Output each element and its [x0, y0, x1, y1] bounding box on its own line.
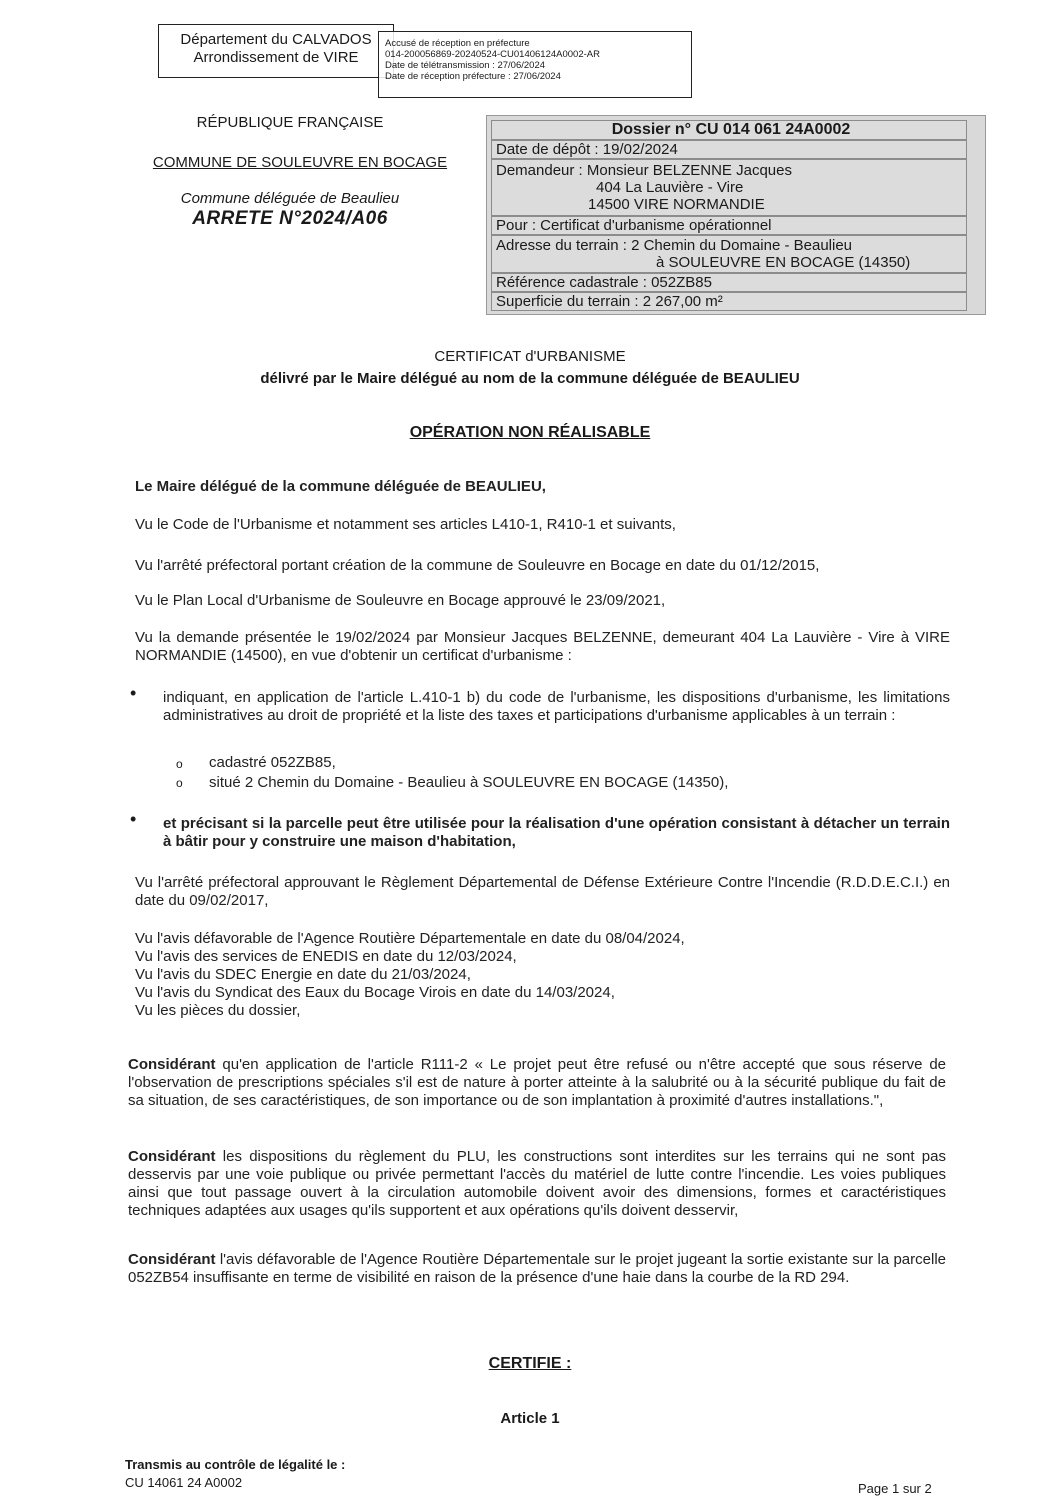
vu-line: Vu l'avis du Syndicat des Eaux du Bocage Virois en date du 14/03/2024, [135, 984, 615, 1001]
certificat-subtitle: délivré par le Maire délégué au nom de la commune déléguée de BEAULIEU [260, 370, 800, 387]
considerant-text: qu'en application de l'article R111-2 « Le projet peut être refusé ou n'être accepté que sous réserve de l'observation de prescriptions spéciales s'il est de nature à porter atteinte à la salubrité ou à la sécurité publique du fait de sa situation, de ses caractéristiques, de son importance ou de son implantation à proximité d'autres installations.", [128, 1056, 946, 1109]
demandeur-address-line: 404 La Lauvière - Vire [596, 179, 744, 196]
department-box [158, 24, 394, 78]
certificat-title: CERTIFICAT d'URBANISME [434, 348, 626, 365]
vu-line: Vu l'arrêté préfectoral portant création de la commune de Souleuvre en Bocage en date du 01/12/2015, [135, 557, 820, 574]
considerant-label: Considérant [128, 1056, 216, 1073]
page-number: Page 1 sur 2 [858, 1481, 932, 1496]
date-depot: Date de dépôt : 19/02/2024 [491, 140, 967, 159]
sub-bullet-text: situé 2 Chemin du Domaine - Beaulieu à SOULEUVRE EN BOCAGE (14350), [209, 774, 729, 791]
stamp-line: 014-200056869-20240524-CU01406124A0002-AR [385, 49, 600, 60]
considerant-label: Considérant [128, 1251, 216, 1268]
prefecture-receipt-stamp [378, 31, 692, 98]
republique-heading: RÉPUBLIQUE FRANÇAISE [196, 114, 384, 131]
footer-reference: CU 14061 24 A0002 [125, 1475, 243, 1490]
intro-line: Le Maire délégué de la commune déléguée de BEAULIEU, [135, 478, 546, 495]
demandeur-name: Demandeur : Monsieur BELZENNE Jacques [496, 162, 792, 179]
sub-bullet-text: cadastré 052ZB85, [209, 754, 336, 771]
vu-line: Vu l'avis défavorable de l'Agence Routière Départementale en date du 08/04/2024, [135, 930, 685, 947]
commune-deleguee: Commune déléguée de Beaulieu [180, 190, 400, 207]
arrete-number: ARRETE N°2024/A06 [192, 208, 388, 229]
considerant-label: Considérant [128, 1148, 216, 1165]
vu-line: Vu les pièces du dossier, [135, 1002, 301, 1019]
operation-status: OPÉRATION NON RÉALISABLE [409, 424, 651, 441]
superficie: Superficie du terrain : 2 267,00 m² [491, 292, 967, 311]
sub-bullet-icon: o [176, 776, 183, 790]
considerant-paragraph [128, 1056, 946, 1110]
vu-line: Vu le Code de l'Urbanisme et notamment ses articles L410-1, R410-1 et suivants, [135, 516, 676, 533]
vu-line: Vu l'avis des services de ENEDIS en date du 12/03/2024, [135, 948, 517, 965]
stamp-line: Date de réception préfecture : 27/06/2024 [385, 71, 561, 82]
stamp-line: Accusé de réception en préfecture [385, 38, 530, 49]
considerant-text: les dispositions du règlement du PLU, les constructions sont interdites sur les terrains qui ne sont pas desservis par une voie publique ou privée permettant l'accès du matériel de lutte contre l'incendie. Les voies publiques ainsi que tout passage ouvert à la circulation automobile doivent avoir des dimensions, formes et caractéristiques techniques adaptées aux usages qu'ils supportent et aux opérations qu'ils doivent desservir, [128, 1148, 946, 1219]
adresse-line: à SOULEUVRE EN BOCAGE (14350) [656, 254, 911, 271]
commune-heading: COMMUNE DE SOULEUVRE EN BOCAGE [152, 154, 448, 171]
stamp-line: Date de télétransmission : 27/06/2024 [385, 60, 546, 71]
adresse-line: Adresse du terrain : 2 Chemin du Domaine - Beaulieu [496, 237, 853, 254]
demandeur-address-line: 14500 VIRE NORMANDIE [588, 196, 765, 213]
bullet-text: indiquant, en application de l'article L.410-1 b) du code de l'urbanisme, les dispositions d'urbanisme, les limitations administratives au droit de propriété et la liste des taxes et participations d'urbanisme applicables à un terrain : [163, 689, 950, 724]
reference-cadastrale: Référence cadastrale : 052ZB85 [491, 273, 967, 292]
demandeur-block [491, 159, 967, 216]
considerant-text: l'avis défavorable de l'Agence Routière Départementale sur le projet jugeant la sortie existante sur la parcelle 052ZB54 insuffisante en terme de visibilité en raison de la présence d'une haie dans la courbe de la RD 294. [128, 1251, 946, 1286]
dossier-info-box [486, 115, 986, 315]
bullet-text: et précisant si la parcelle peut être utilisée pour la réalisation d'une opération consistant à détacher un terrain à bâtir pour y construire une maison d'habitation, [163, 815, 950, 850]
article-heading: Article 1 [500, 1410, 560, 1427]
adresse-terrain [491, 235, 967, 273]
vu-paragraph: Vu l'arrêté préfectoral approuvant le Règlement Départemental de Défense Extérieure Contre l'Incendie (R.D.D.E.C.I.) en date du 09/02/2017, [135, 874, 950, 909]
bullet-icon: • [130, 809, 137, 829]
pour: Pour : Certificat d'urbanisme opérationnel [491, 216, 967, 235]
vu-line: Vu l'avis du SDEC Energie en date du 21/03/2024, [135, 966, 471, 983]
sub-bullet-icon: o [176, 757, 183, 771]
considerant-paragraph [128, 1251, 946, 1287]
certifie-heading: CERTIFIE : [488, 1355, 572, 1372]
dossier-number: Dossier n° CU 014 061 24A0002 [491, 120, 967, 140]
vu-line: Vu le Plan Local d'Urbanisme de Souleuvre en Bocage approuvé le 23/09/2021, [135, 592, 666, 609]
bullet-icon: • [130, 683, 137, 703]
arrondissement-name: Arrondissement de VIRE [193, 49, 359, 66]
considerant-paragraph [128, 1148, 946, 1220]
department-name: Département du CALVADOS [180, 31, 372, 48]
vu-paragraph: Vu la demande présentée le 19/02/2024 par Monsieur Jacques BELZENNE, demeurant 404 La Lauvière - Vire à VIRE NORMANDIE (14500), en vue d'obtenir un certificat d'urbanisme : [135, 629, 950, 664]
footer-transmis: Transmis au contrôle de légalité le : [125, 1457, 346, 1472]
